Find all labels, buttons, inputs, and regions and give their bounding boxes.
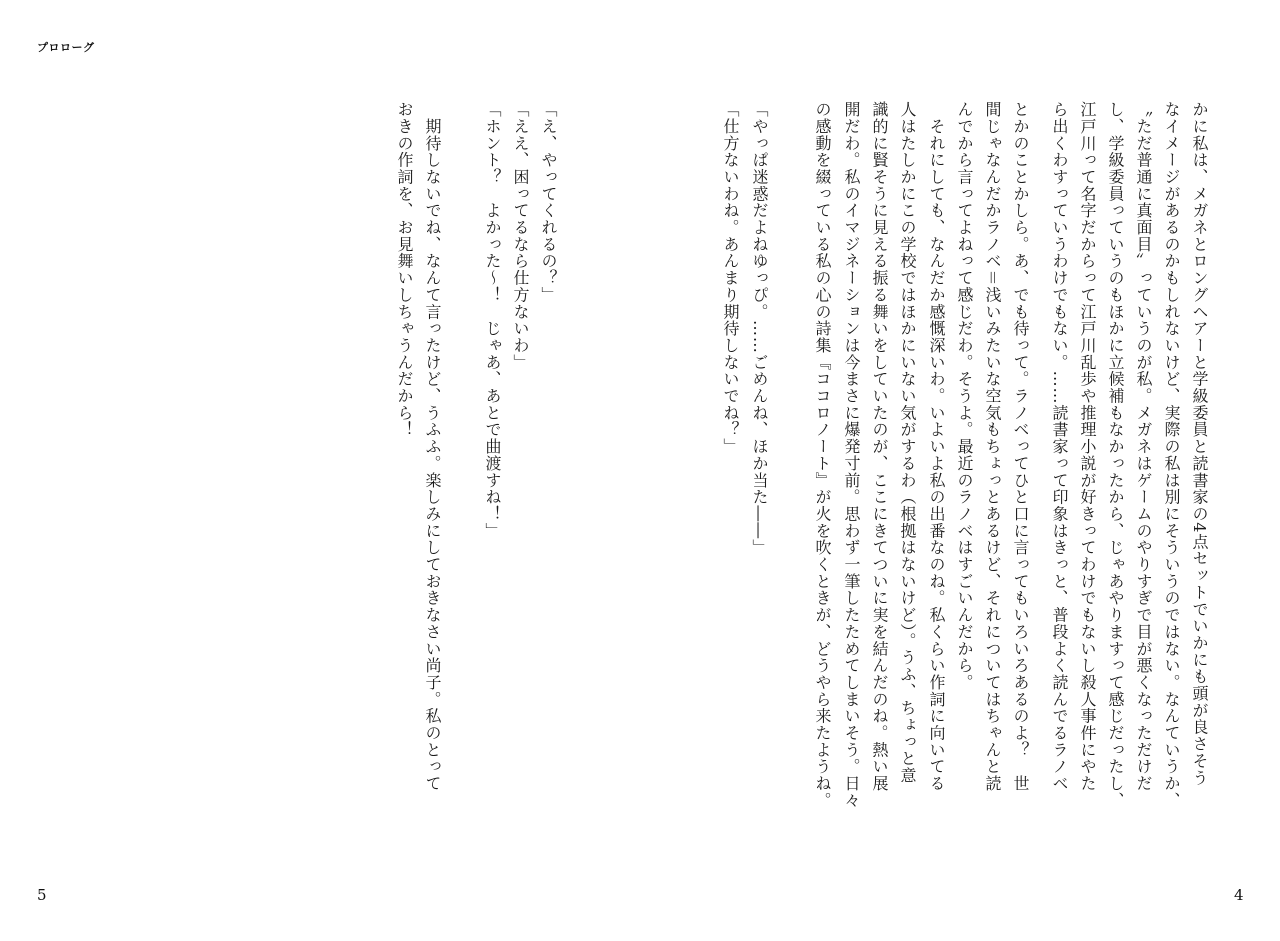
text-column: 期待しないでね、なんて言ったけど、うふふ。楽しみにしておきなさい尚子。私のとって bbox=[423, 101, 442, 792]
text-column: し、学級委員っていうのもほかに立候補もなかったから、じゃあやりますって感じだったし、 bbox=[1106, 101, 1125, 809]
text-column: なイメージがあるのかもしれないけど、実際の私は別にそういうのではない。なんていうか、 bbox=[1162, 101, 1181, 809]
page-number-right: 4 bbox=[1234, 886, 1244, 904]
text-column: とかのことかしら。あ、でも待って。ラノベってひと口に言ってもいろいろあるのよ？ 世 bbox=[1011, 101, 1030, 792]
dialogue-column: 「仕方ないわね。あんまり期待しないでね？」 bbox=[721, 101, 740, 455]
dialogue-column: 「ええ、困ってるなら仕方ないわ」 bbox=[511, 101, 530, 371]
text-column: ら出くわすっていうわけでもない。……読書家って印象はきっと、普段よく読んでるラノベ bbox=[1050, 101, 1069, 792]
text-column: かに私は、メガネとロングヘアーと学級委員と読書家の4点セットでいかにも頭が良さそう bbox=[1190, 101, 1209, 787]
text-column: 開だわ。私のイマジネーションは今まさに爆発寸前。思わず一筆したためてしまいそう。日々 bbox=[842, 101, 861, 809]
text-column: 識的に賢そうに見える振る舞いをしていたのが、ここにきてついに実を結んだのね。熱い展 bbox=[870, 101, 889, 792]
page-number-left: 5 bbox=[37, 886, 47, 904]
text-column: おきの作詞を、お見舞いしちゃうんだから！ bbox=[395, 101, 414, 438]
text-column: の感動を綴っている私の心の詩集『ココロノート』が火を吹くときが、どうやら来たようね。 bbox=[813, 101, 832, 809]
text-column: 〝ただ普通に真面目〟っていうのが私。メガネはゲームのやりすぎで目が悪くなっただけだ bbox=[1134, 101, 1153, 792]
dialogue-column: 「ホント？ よかった～！ じゃあ、あとで曲渡すね！」 bbox=[483, 101, 502, 540]
text-column: んでから言ってよねって感じだわ。そうよ。最近のラノベはすごいんだから。 bbox=[955, 101, 974, 691]
text-column: 間じゃなんだかラノベ＝浅いみたいな空気もちょっとあるけど、それについてはちゃんと読 bbox=[983, 101, 1002, 792]
dialogue-column: 「やっぱ迷惑だよねゆっぴ。……ごめんね、ほか当た――」 bbox=[750, 101, 769, 556]
running-head: プロローグ bbox=[37, 41, 95, 54]
dialogue-column: 「え、やってくれるの？」 bbox=[539, 101, 558, 304]
text-column: 江戸川って名字だからって江戸川乱歩や推理小説が好きってわけでもないし殺人事件にやた bbox=[1078, 101, 1097, 792]
text-column: 人はたしかにこの学校ではほかにいない気がするわ（根拠はないけど）。うふ、ちょっと意 bbox=[898, 101, 917, 784]
text-column: それにしても、なんだか感慨深いわ。いよいよ私の出番なのね。私くらい作詞に向いてる bbox=[927, 101, 946, 792]
